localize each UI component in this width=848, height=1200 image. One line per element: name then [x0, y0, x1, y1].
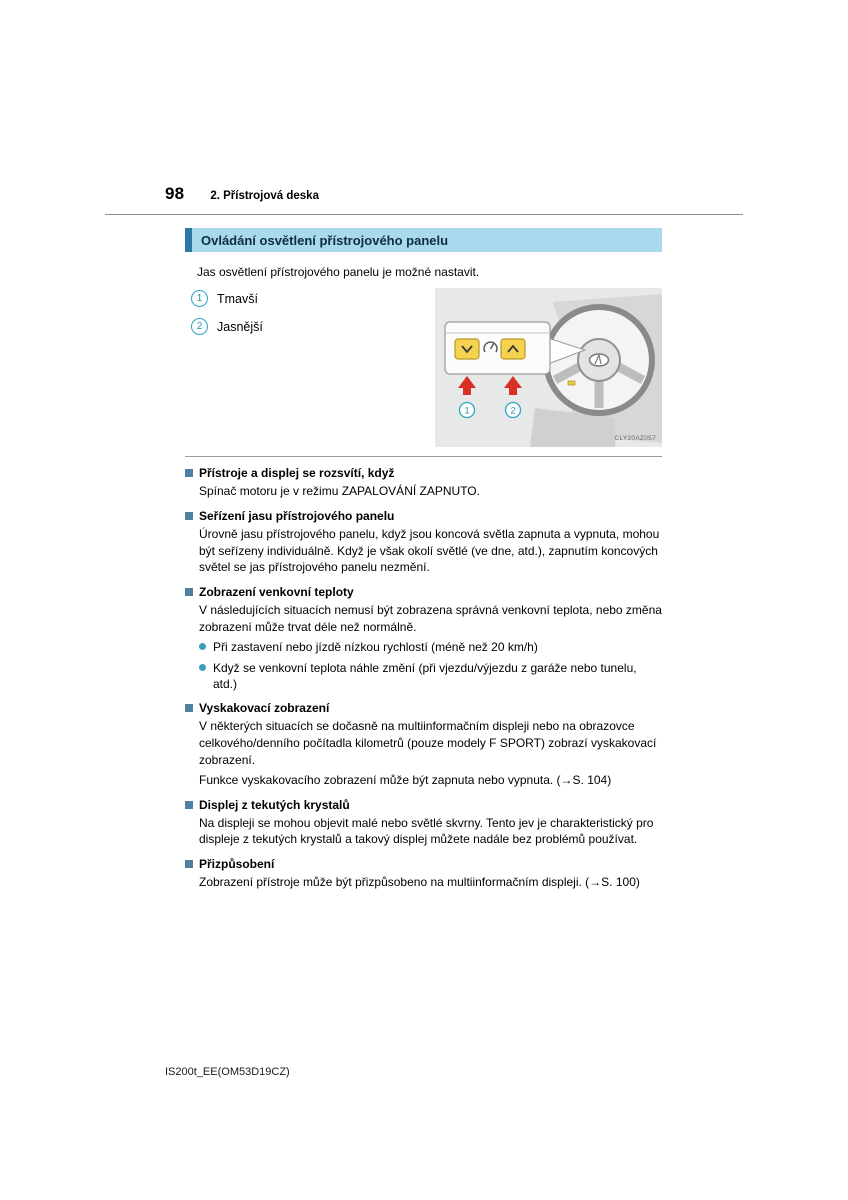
numbered-list	[185, 288, 435, 447]
note-paragraph: Funkce vyskakovacího zobrazení může být zapnuta nebo vypnuta. (→S. 104)	[199, 772, 612, 787]
note-lcd	[185, 798, 662, 849]
note-heading-text: Displej z tekutých krystalů	[199, 797, 350, 812]
square-bullet-icon	[185, 588, 193, 596]
dimmer-up-button	[501, 339, 525, 359]
square-bullet-icon	[185, 469, 193, 477]
list-item-label: Tmavší	[217, 291, 258, 306]
steering-wheel-illustration	[546, 307, 652, 413]
note-customization	[185, 857, 662, 891]
dimmer-down-button	[455, 339, 479, 359]
square-bullet-icon	[185, 512, 193, 520]
note-paragraph: V následujících situacích nemusí být zobrazena správná venkovní teplota, nebo změna zobrazení může trvat déle než normálně.	[199, 603, 662, 634]
title-accent-bar	[185, 228, 192, 252]
note-outside-temperature	[185, 585, 662, 692]
bullet-item	[199, 660, 662, 692]
square-bullet-icon	[185, 801, 193, 809]
svg-text:2: 2	[510, 405, 516, 416]
note-paragraph: Na displeji se mohou objevit malé nebo světlé skvrny. Tento jev je charakteristický pro displeje z tekutých krystalů a takový displej můžete nadále bez problémů používat.	[199, 815, 654, 847]
header-divider	[105, 214, 743, 215]
note-heading	[185, 509, 662, 523]
note-paragraph: V některých situacích se dočasně na multiinformačním displeji nebo na obrazovce celkového/denního počítadla kilometrů (pouze modely F SPORT) zobrazí vyskakovací zobrazení.	[199, 719, 657, 767]
note-heading-text: Seřízení jasu přístrojového panelu	[199, 508, 395, 523]
figure-callout-1	[460, 403, 475, 418]
page-number: 98	[165, 184, 185, 203]
dot-bullet-icon	[199, 643, 206, 650]
chapter-title: 2. Přístrojová deska	[210, 190, 319, 202]
figure-dimmer-controls	[435, 288, 662, 447]
note-paragraph: Zobrazení přístroje může být přizpůsobeno na multiinformačním displeji. (→S. 100)	[199, 875, 640, 890]
figure-callout-2	[506, 403, 521, 418]
page-footer	[165, 1066, 290, 1078]
document-code: IS200t_EE(OM53D19CZ)	[165, 1066, 290, 1078]
intro-text: Jas osvětlení přístrojového panelu je možné nastavit.	[197, 265, 480, 279]
bullet-text: Když se venkovní teplota náhle změní (při vjezdu/výjezdu z garáže nebo tunelu, atd.)	[213, 660, 637, 692]
list-item-darker	[191, 290, 435, 307]
note-paragraph: Spínač motoru je v režimu ZAPALOVÁNÍ ZAPNUTO.	[199, 484, 480, 498]
note-heading-text: Vyskakovací zobrazení	[199, 701, 330, 716]
bullet-item	[199, 639, 662, 655]
note-brightness-adjustment	[185, 509, 662, 576]
dot-bullet-icon	[199, 664, 206, 671]
page-header	[165, 184, 319, 204]
bullet-text: Při zastavení nebo jízdě nízkou rychlostí (méně než 20 km/h)	[213, 639, 538, 654]
note-instruments-light-up	[185, 466, 662, 500]
dimmer-illustration	[435, 288, 662, 447]
note-heading	[185, 466, 662, 480]
circled-number-1: 1	[191, 290, 208, 307]
note-heading	[185, 585, 662, 599]
circled-number-2: 2	[191, 318, 208, 335]
column-indicator	[568, 381, 575, 385]
main-content	[185, 228, 662, 898]
square-bullet-icon	[185, 860, 193, 868]
dimmer-control-panel	[445, 322, 550, 374]
note-heading-text: Přístroje a displej se rozsvítí, když	[199, 466, 395, 480]
square-bullet-icon	[185, 704, 193, 712]
note-heading-text: Přizpůsobení	[199, 857, 275, 872]
list-item-label: Jasnější	[217, 319, 263, 334]
note-heading-text: Zobrazení venkovní teploty	[199, 585, 354, 600]
list-item-brighter	[191, 318, 435, 335]
figure-row	[185, 288, 662, 447]
section-divider	[185, 456, 662, 457]
section-title-bar	[185, 228, 662, 252]
note-heading	[185, 701, 662, 715]
section-title: Ovládání osvětlení přístrojového panelu	[201, 233, 449, 248]
note-popup-display	[185, 701, 662, 788]
svg-text:1: 1	[464, 405, 470, 416]
note-paragraph: Úrovně jasu přístrojového panelu, když jsou koncová světla zapnuta a vypnuta, mohou být seřízeny individuálně. Když je však okolí světlé (ve dne, atd.), zapnutím koncových světel se jas přístrojového panelu nezmění.	[199, 526, 660, 575]
note-heading	[185, 857, 662, 871]
note-heading	[185, 798, 662, 812]
figure-code: CLY20AZ057	[614, 435, 656, 442]
